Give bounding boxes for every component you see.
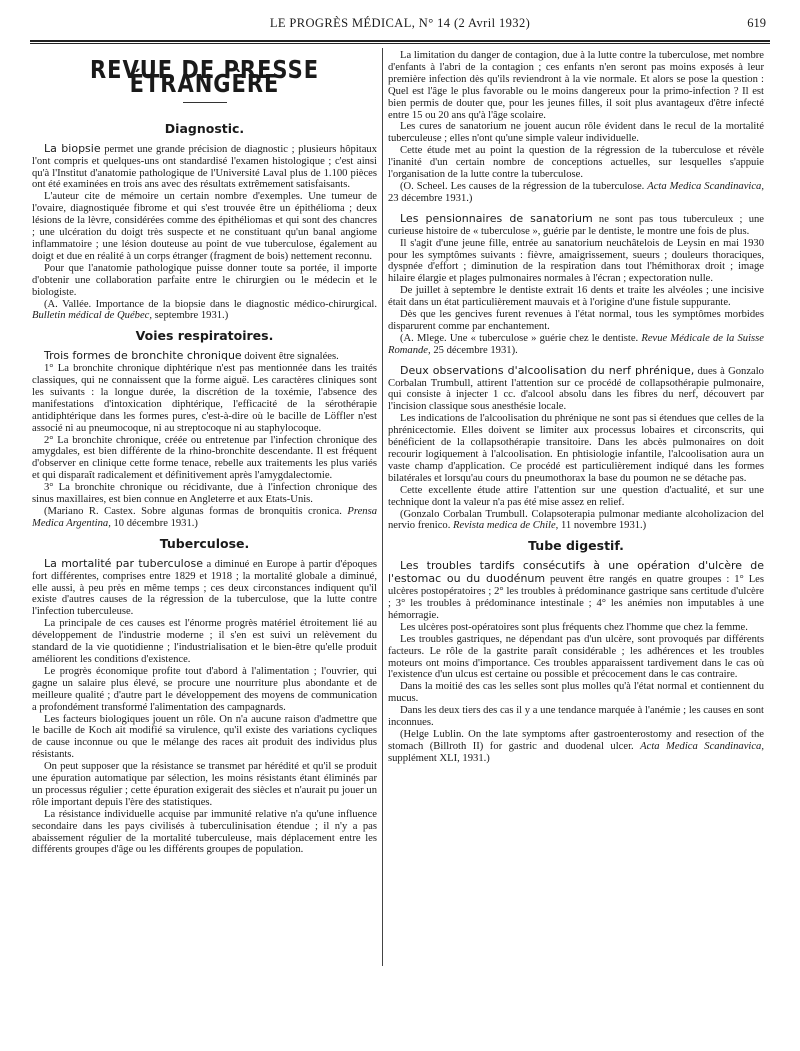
lead-phrase: Trois formes de bronchite chronique bbox=[44, 349, 242, 363]
paragraph: Les cures de sanatorium ne jouent aucun rôle évident dans le recul de la mortalité tuberculeuse ; elles n'ont qu'une simple valeur individuelle. bbox=[388, 121, 764, 145]
right-column bbox=[388, 50, 764, 765]
paragraph: L'auteur cite de mémoire un certain nombre d'exemples. Une tumeur de l'ovaire, diagnostiquée fibrome et qui s'est trouvée être un épithélioma ; deux lésions de la lèvre, considérées comme des épithéliomas et qui sont des chancres ; une ulcération du doigt très suspecte et ne constituant qu'un banal angiome inflammatoire ; une lésion douteuse au point de vue tuberculose, également au doigt et due en réalité à un corps étranger (fragment de bois) nettement reconnu. bbox=[32, 191, 377, 262]
reference: (A. Mlege. Une « tuberculose » guérie chez le dentiste. Revue Médicale de la Suisse Romande, 25 décembre 1931). bbox=[388, 332, 764, 356]
paragraph: Trois formes de bronchite chronique doivent être signalées. bbox=[44, 349, 339, 363]
lead-phrase: La biopsie bbox=[44, 141, 101, 155]
left-column bbox=[32, 50, 377, 856]
masthead-rule bbox=[183, 102, 227, 103]
paragraph: Les facteurs biologiques jouent un rôle. On n'a aucune raison d'admettre que le bacille de Koch ait modifié sa virulence, qu'il existe des variations cycliques de cause inconnue ou que le mélange des races ait produit des individus plus résistants. bbox=[32, 713, 377, 761]
section-title-tuberculose: Tuberculose. bbox=[159, 535, 250, 551]
page-header bbox=[30, 14, 770, 38]
paragraph: On peut supposer que la résistance se transmet par hérédité et qu'il se produit une épuration automatique par sélection, les moins résistants étant éliminés par un processus régulier ; cette épuration exigerait des siècles et n'aurait pu jouer un rôle important depuis l'ère des statistiques. bbox=[32, 761, 377, 808]
section-title-voies-respiratoires: Voies respiratoires. bbox=[135, 328, 274, 344]
paragraph: Les pensionnaires de sanatorium ne sont pas tous tuberculeux ; une curieuse histoire de « tuberculose », guérie par le dentiste, le montre une fois de plus. bbox=[388, 211, 764, 237]
paragraph: 3° La bronchite chronique ou récidivante, due à l'infection chronique des sinus maxillaires, est bien connue en Angleterre et aux Etats-Unis. bbox=[32, 482, 377, 506]
paragraph: Les indications de l'alcoolisation du phrénique ne sont pas si étendues que celles de la phrénicectomie. Elles doivent se limiter aux processus lobaires et circonscrits, qui bénéficient de la collapsothérapie transitoire. Dans les abcès pulmonaires on doit recourir logiquement à l'alcoolisation. En phtisiologie infantile, l'alcoolisation aura un vaste champ d'application. Ce procédé est particulièrement indiqué dans les formes bilatérales et lorsqu'au cours du pneumothorax la base du poumon ne se détache pas. bbox=[388, 413, 764, 484]
lead-phrase: Deux observations d'alcoolisation du nerf phrénique, bbox=[400, 363, 695, 377]
reference: (A. Vallée. Importance de la biopsie dans le diagnostic médico-chirurgical. Bulletin médical de Québec, septembre 1931.) bbox=[32, 298, 377, 322]
paragraph: Cette excellente étude attire l'attention sur une question d'actualité, et sur une technique dont la valeur n'a pas été mise assez en relief. bbox=[388, 484, 764, 508]
paragraph: La limitation du danger de contagion, due à la lutte contre la tuberculose, met nombre d'enfants à l'abri de la contagion ; ces enfants n'en seront pas moins exposés à leur première infection dès qu'ils reviendront à la vie normale. Et alors se pose la question : Quel est l'âge le plus favorable ou le moins dangereux pour la primo-infection ? Il est bien permis de douter que, pour les jeunes filles, il soit plus avantageux d'être infecté entre 15 ou 20 ans qu'à l'âge scolaire. bbox=[388, 50, 764, 121]
paragraph: La résistance individuelle acquise par immunité relative n'a qu'une influence secondaire dans les pays civilisés à tuberculinisation étendue ; il n'y a pas abaissement régulier de la mortalité tuberculeuse, mais déplacement entre les différents groupes d'âge ou les différents groupes de population. bbox=[32, 808, 377, 856]
section-title-diagnostic: Diagnostic. bbox=[164, 120, 245, 136]
paragraph: Il s'agit d'une jeune fille, entrée au sanatorium neuchâtelois de Leysin en mai 1930 pour les symptômes suivants : fièvre, amaigrissement, sueurs ; douleurs thoraciques, dyspnée d'effort ; diminution de la respiration dans tout l'hémithorax droit ; image hilaire élargie et plages pulmonaires normales à l'écran ; expectoration nulle. bbox=[388, 237, 764, 285]
reference: (Gonzalo Corbalan Trumbull. Colapsoterapia pulmonar mediante alcoholizacion del nervio frenico. Revista medica de Chile, 11 novembre 1931.) bbox=[388, 508, 764, 532]
paragraph: La principale de ces causes est l'énorme progrès matériel étroitement lié au développement de l'industrie moderne ; il s'en est suivi un relèvement du standard de la vie quotidienne ; l'industrialisation et le bien-être qu'elle produit améliorent les conditions d'existence. bbox=[32, 618, 377, 665]
paragraph: 2° La bronchite chronique, créée ou entretenue par l'infection chronique des amygdales, est bien différente de la rhino-bronchite descendante. Il est fréquent d'observer en clinique cette forme tenace, rebelle aux traitements les plus variés et qui disparaît radicalement et définitivement après l'amygdalectomie. bbox=[32, 434, 377, 482]
paragraph: Les troubles gastriques, ne dépendant pas d'un ulcère, sont provoqués par différents facteurs. Le rôle de la gastrite paraît considérable ; les adhérences et les troubles moteurs ont moins d'importance. Ces troubles apparaissent tardivement dans le cas où l'existence d'un ulcus est certaine ou possible et précocement dans le cas contraire. bbox=[388, 633, 764, 681]
paragraph: 1° La bronchite chronique diphtérique n'est pas mentionnée dans les traités classiques, qui ne connaissent que la forme aiguë. Les caractères cliniques sont les suivants : la longue durée, la discrétion de la toxémie, l'absence des manifestations d'intoxication diphtérique, l'efficacité de la sérothérapie antidiphtérique dans les formes pures, c'est-à-dire où le bacille de Löffler n'est associé ni au pneumocoque, ni au streptocoque ni au staphylocoque. bbox=[32, 363, 377, 434]
column-divider bbox=[382, 48, 383, 966]
reference: (O. Scheel. Les causes de la régression de la tuberculose. Acta Medica Scandinavica, 23 décembre 1931.) bbox=[388, 180, 764, 204]
lead-phrase: Les troubles tardifs consécutifs à une opération d'ulcère de l'estomac ou du duodénum bbox=[388, 559, 764, 586]
journal-name: Acta Medica Scandinavica, bbox=[640, 740, 764, 752]
paragraph: Les troubles tardifs consécutifs à une opération d'ulcère de l'estomac ou du duodénum peuvent être rangés en quatre groupes : 1° Les ulcères postopératoires ; 2° les troubles à prédominance gastrique sans certitude d'ulcère ; 3° les troubles à prédominance intestinale ; 4° les anémies non imputables à une hémorragie. bbox=[388, 559, 764, 621]
lead-phrase: Les pensionnaires de sanatorium bbox=[400, 211, 593, 225]
paragraph: Les ulcères post-opératoires sont plus fréquents chez l'homme que chez la femme. bbox=[400, 621, 748, 633]
paragraph: Dans la moitié des cas les selles sont plus molles qu'à l'état normal et contiennent du mucus. bbox=[388, 681, 764, 705]
paragraph: De juillet à septembre le dentiste extrait 16 dents et traite les alvéoles ; une incisive était dans un état particulièrement mauvais et à l'origine d'une fistule suppurante. bbox=[388, 285, 764, 309]
journal-name: Revue Médicale de la Suisse Romande, bbox=[388, 332, 764, 356]
section-title-tube-digestif: Tube digestif. bbox=[528, 538, 624, 554]
journal-name: Bulletin médical de Québec, bbox=[32, 310, 153, 322]
paragraph: Le progrès économique profite tout d'abord à l'alimentation ; l'ouvrier, qui gagne un salaire plus élevé, se procure une nourriture plus abondante et de meilleure qualité ; d'autre part le développement des moyens de communication a profondément transformé l'alimentation des campagnards. bbox=[32, 665, 377, 713]
paragraph: Cette étude met au point la question de la régression de la tuberculose et révèle l'inanité d'un certain nombre de conceptions actuelles, sur lesquelles s'appuie l'organisation de la lutte contre la tuberculose. bbox=[388, 145, 764, 181]
page-number: 619 bbox=[747, 16, 766, 30]
paragraph: Dans les deux tiers des cas il y a une tendance marquée à l'anémie ; les causes en sont inconnues. bbox=[388, 705, 764, 729]
reference: (Helge Lublin. On the late symptoms after gastroenterostomy and resection of the stomach (Billroth II) for gastric and duodenal ulcer. Acta Medica Scandinavica, supplément XLI, 1931.) bbox=[388, 728, 764, 764]
journal-name: Acta Medica Scandinavica, bbox=[647, 180, 764, 192]
masthead-title: REVUE DE PRESSE ÉTRANGÈRE bbox=[89, 55, 320, 98]
paragraph: Dès que les gencives furent revenues à l'état normal, tous les symptômes morbides disparurent comme par enchantement. bbox=[388, 309, 764, 332]
paragraph: La mortalité par tuberculose a diminué en Europe à partir d'époques fort différentes, comprises entre 1829 et 1918 ; la mortalité globale a diminué, elle aussi, à peu près en même temps ; ces deux circonstances indiquent qu'il existe d'autres causes de la régression de la tuberculose, que la lutte contre l'infection tuberculeuse. bbox=[32, 556, 377, 618]
journal-name: Prensa Medica Argentina, bbox=[32, 506, 377, 529]
paragraph: Pour que l'anatomie pathologique puisse donner toute sa portée, il importe d'obtenir une collaboration parfaite entre le chirurgien ou le médecin et le biologiste. bbox=[32, 262, 377, 298]
lead-phrase: La mortalité par tuberculose bbox=[44, 556, 203, 570]
reference: (Mariano R. Castex. Sobre algunas formas de bronquitis cronica. Prensa Medica Argentina, 10 décembre 1931.) bbox=[32, 506, 377, 529]
paragraph: La biopsie permet une grande précision de diagnostic ; plusieurs hôpitaux l'ont compris et quelques-uns ont standardisé l'examen histologique ; c'est ainsi qu'à l'Institut d'anatomie pathologique de l'Université Laval plus de 1.100 pièces ont été examinées en trois ans avec des résultats extrêmement satisfaisants. bbox=[32, 141, 378, 191]
running-head: LE PROGRÈS MÉDICAL, N° 14 (2 Avril 1932) bbox=[269, 16, 531, 30]
header-rule bbox=[30, 40, 770, 44]
paragraph: Deux observations d'alcoolisation du nerf phrénique, dues à Gonzalo Corbalan Trumbull, attirent l'attention sur ce procédé de collapsothérapie pulmonaire, qui consiste à injecter 1 cc. d'alcool absolu dans les fibres du nerf, découvert par l'incision classique sous anesthésie locale. bbox=[388, 363, 764, 413]
journal-name: Revista medica de Chile, bbox=[453, 520, 559, 532]
